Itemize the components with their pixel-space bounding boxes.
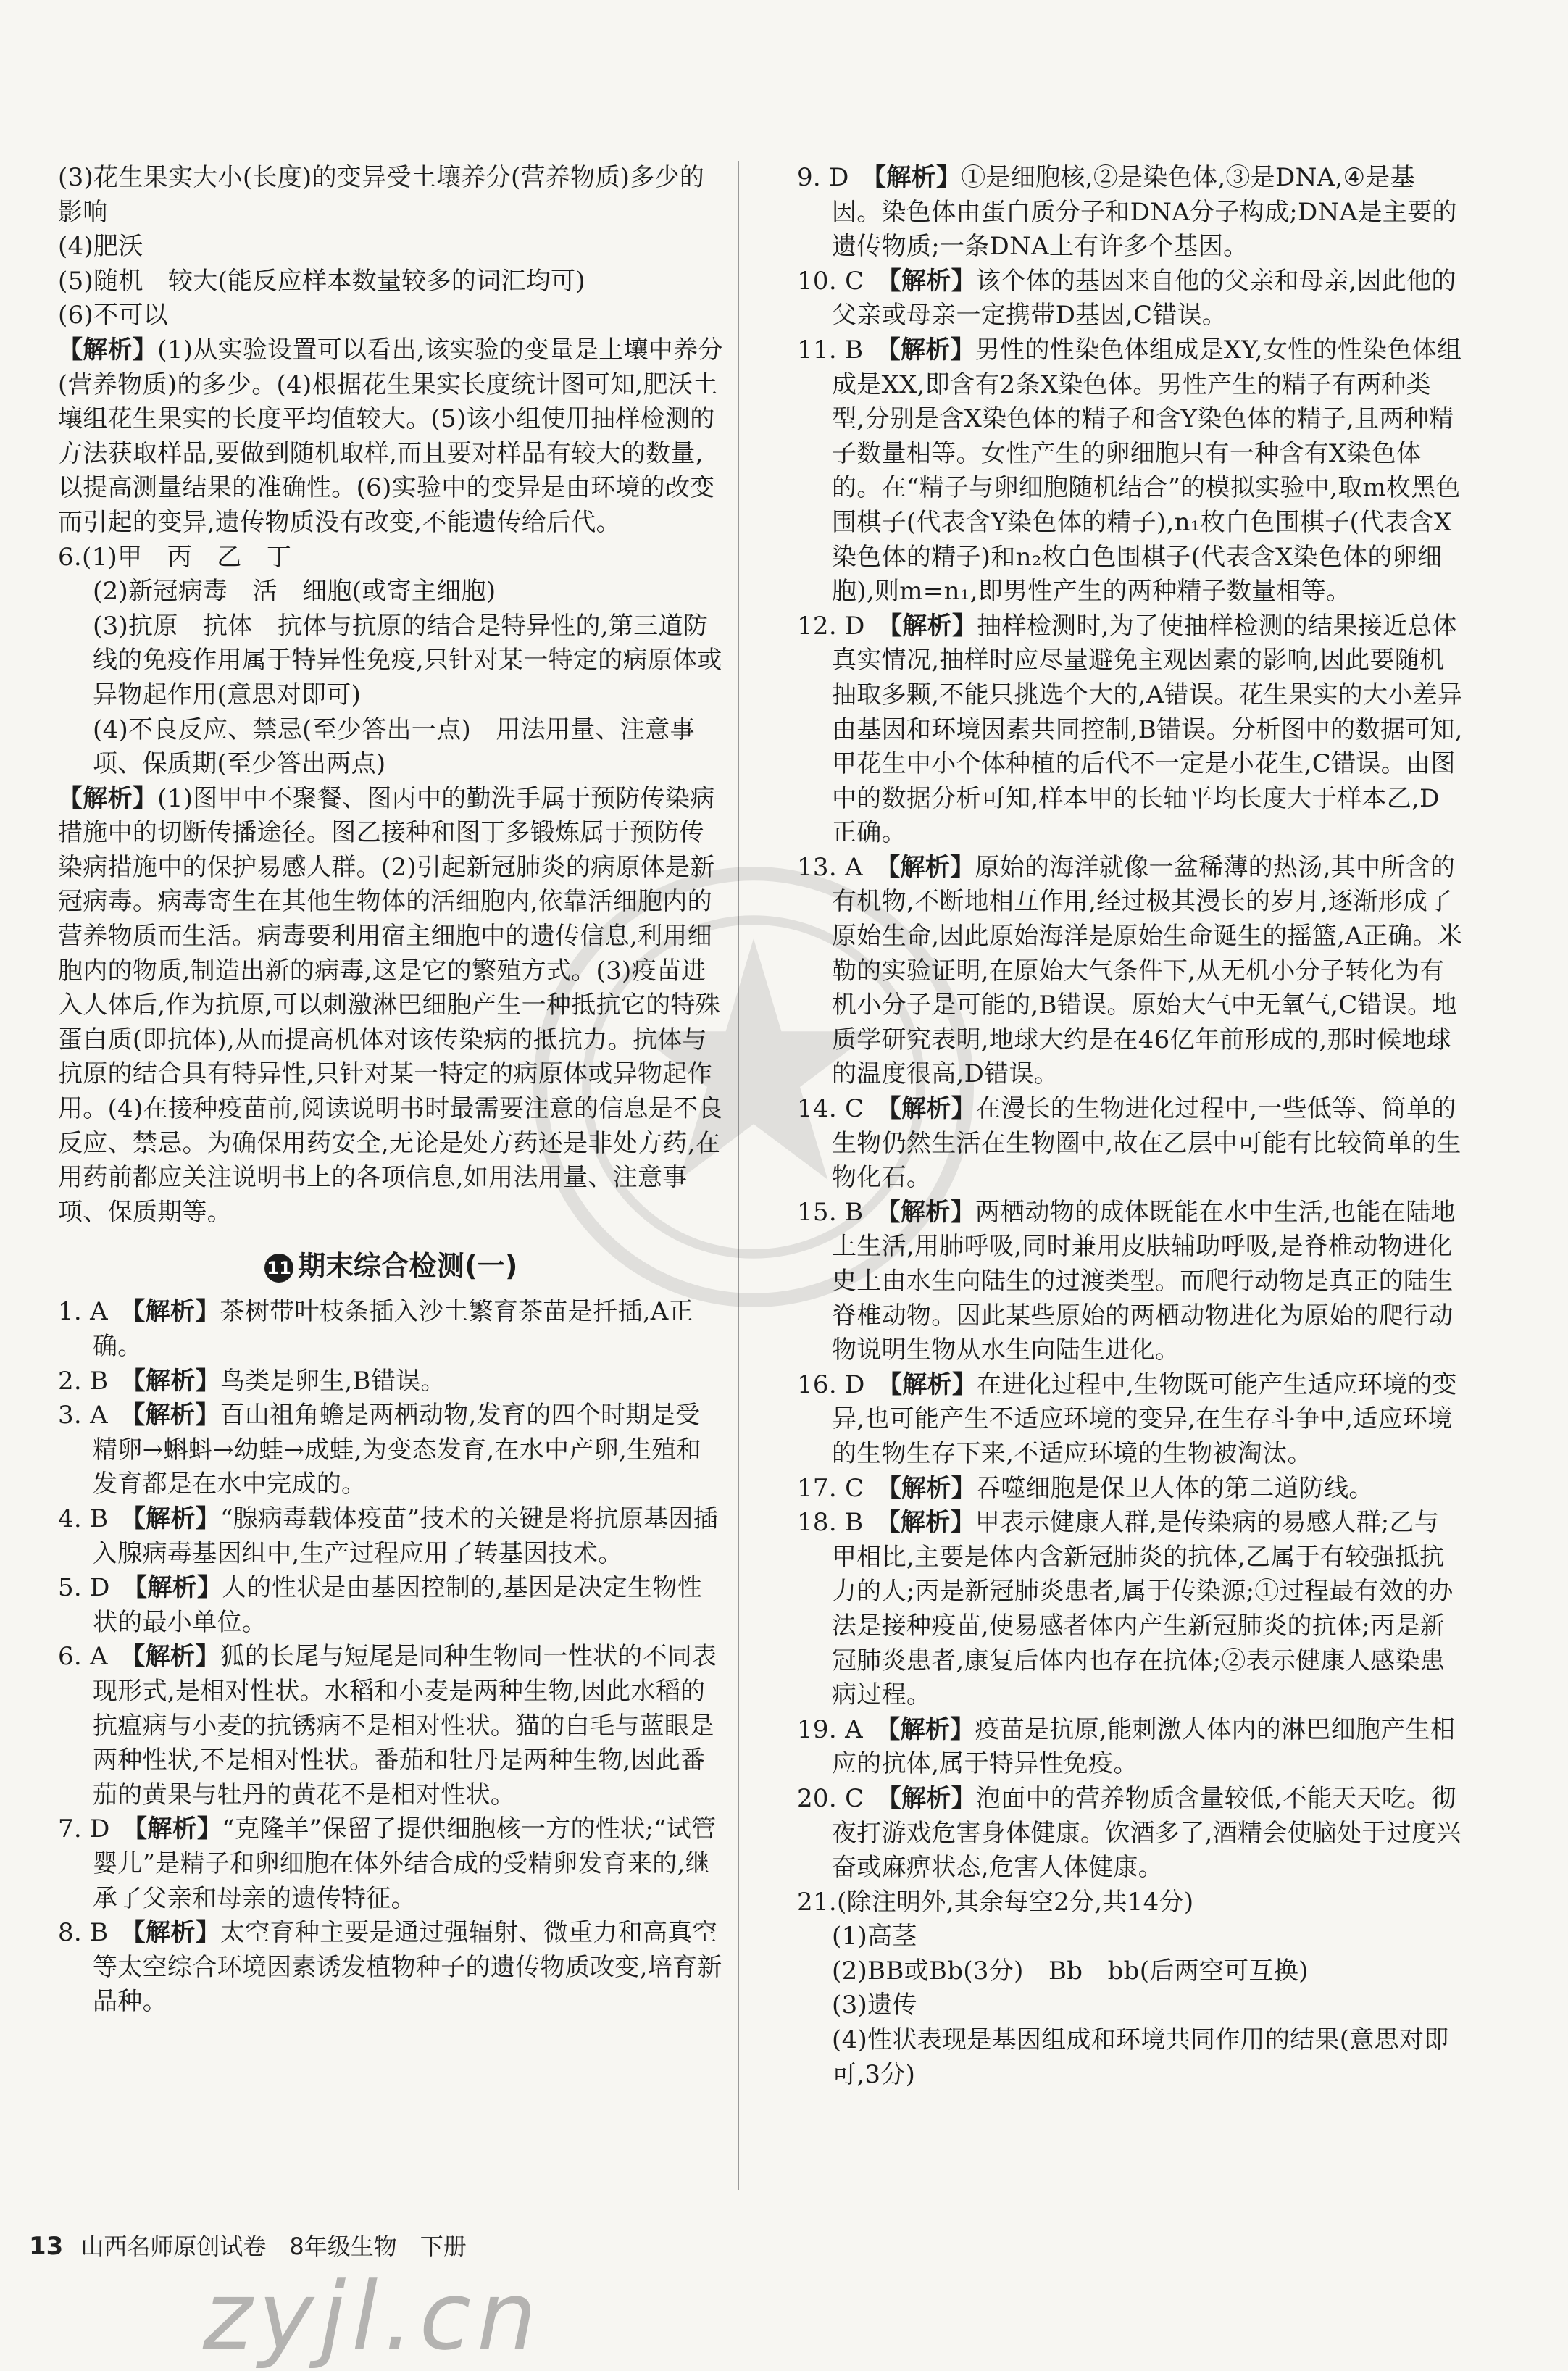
answer-number: 4. B (58, 1504, 133, 1533)
q21-line-2: (2)BB或Bb(3分) Bb bb(后两空可互换) (832, 1956, 1309, 1985)
analysis-text: 茶树带叶枝条插入沙土繁育茶苗是扦插,A正确。 (93, 1297, 693, 1361)
answer-item (797, 1368, 1464, 1472)
analysis-text: “腺病毒载体疫苗”技术的关键是将抗原基因插入腺病毒基因组中,生产过程应用了转基因技术。 (93, 1504, 718, 1568)
column-divider (738, 161, 739, 2190)
analysis-tag: 【解析】 (133, 1297, 220, 1327)
analysis-tag: 【解析】 (58, 335, 158, 364)
section-title (58, 1246, 725, 1286)
analysis-text: 泡面中的营养物质含量较低,不能天天吃。彻夜打游戏危害身体健康。饮酒多了,酒精会使脑处于过度兴奋或麻痹状态,危害人体健康。 (832, 1783, 1461, 1883)
answer-number: 5. D (58, 1573, 135, 1603)
analysis-tag: 【解析】 (888, 335, 975, 364)
answer-number: 18. B (797, 1508, 888, 1538)
q6-answer-3: (3)抗原 抗体 抗体与抗原的结合是特异性的,第三道防线的免疫作用属于特异性免疫,只针对某一特定的病原体或异物起作用(意思对即可) (93, 611, 722, 709)
q21-line-4: (4)性状表现是基因组成和环境共同作用的结果(意思对即可,3分) (832, 2025, 1449, 2089)
answer-number: 14. C (797, 1094, 889, 1124)
analysis-tag: 【解析】 (888, 1714, 975, 1744)
answer-item (797, 1472, 1464, 1507)
analysis-text: 百山祖角蟾是两栖动物,发育的四个时期是受精卵→蝌蚪→幼蛙→成蛙,为变态发育,在水中产卵,生殖和发育都是在水中完成的。 (93, 1401, 701, 1499)
analysis-tag: 【解析】 (133, 1918, 220, 1948)
analysis-tag: 【解析】 (135, 1814, 222, 1844)
answer-number: 17. C (797, 1473, 889, 1503)
answer-item (797, 1713, 1464, 1782)
answer-number: 11. B (797, 335, 888, 364)
analysis-tag: 【解析】 (888, 852, 975, 882)
answer-number: 3. A (58, 1401, 133, 1430)
answer-item (797, 1196, 1464, 1368)
answer-number: 8. B (58, 1918, 133, 1948)
answer-number: 19. A (797, 1714, 888, 1744)
answer-item (797, 161, 1464, 264)
analysis-text: 抽样检测时,为了使抽样检测的结果接近总体真实情况,抽样时应尽量避免主观因素的影响,因此要随机抽取多颗,不能只挑选个大的,A错误。花生果实的大小差异由基因和环境因素共同控制,B错误。分析图中的数据可知,甲花生中小个体种植的后代不一定是小花生,C错误。由图中的数据分析可知,样本甲的长轴平均长度大于样本乙,D正确。 (832, 611, 1463, 848)
analysis-tag: 【解析】 (133, 1366, 220, 1396)
answer-item (797, 851, 1464, 1092)
q21-line-3: (3)遗传 (832, 1991, 917, 2020)
q21-head: 21.(除注明外,其余每空2分,共14分) (797, 1887, 1194, 1917)
answer-item (58, 1295, 725, 1364)
answer-number: 9. D (797, 163, 875, 192)
answer-number: 6. A (58, 1642, 133, 1672)
answer-number: 13. A (797, 852, 888, 882)
analysis-tag: 【解析】 (888, 266, 976, 296)
answer-number: 15. B (797, 1197, 888, 1227)
analysis-tag: 【解析】 (888, 1473, 976, 1503)
answer-item (58, 1571, 725, 1640)
answer-item (58, 1640, 725, 1812)
answer-item (58, 1812, 725, 1916)
analysis-text: 男性的性染色体组成是XY,女性的性染色体组成是XX,即含有2条X染色体。男性产生的精子有两种类型,分别是含X染色体的精子和含Y染色体的精子,且两种精子数量相等。女性产生的卵细胞只有一种含有X染色体的。在“精子与卵细胞随机结合”的模拟实验中,取m枚黑色围棋子(代表含Y染色体的精子),n₁枚白色围棋子(代表含X染色体的精子)和n₂枚白色围棋子(代表含X染色体的卵细胞),则m=n₁,即男性产生的两种精子数量相等。 (832, 335, 1462, 607)
section-number: 11 (264, 1254, 293, 1283)
answer-item (58, 1502, 725, 1571)
analysis-text: 在进化过程中,生物既可能产生适应环境的变异,也可能产生不适应环境的变异,在生存斗争中,适应环境的生物生存下来,不适应环境的生物被淘汰。 (832, 1370, 1457, 1468)
answer-number: 12. D (797, 611, 890, 641)
analysis-text: 该个体的基因来自他的父亲和母亲,因此他的父亲或母亲一定携带D基因,C错误。 (832, 266, 1456, 330)
q6-analysis (58, 782, 725, 1230)
q6-answer-4: (4)不良反应、禁忌(至少答出一点) 用法用量、注意事项、保质期(至少答出两点) (93, 714, 695, 779)
analysis-text: 在漫长的生物进化过程中,一些低等、简单的生物仍然生活在生物圈中,故在乙层中可能有比较简单的生物化石。 (832, 1094, 1461, 1193)
analysis-tag: 【解析】 (133, 1401, 220, 1430)
analysis-tag: 【解析】 (133, 1642, 220, 1672)
answer-item (58, 1364, 725, 1399)
analysis-block (58, 333, 725, 541)
answer-item (797, 1782, 1464, 1885)
answer-number: 7. D (58, 1814, 135, 1844)
analysis-tag: 【解析】 (874, 163, 962, 192)
footer-text: 山西名师原创试卷 8年级生物 下册 (80, 2233, 467, 2260)
page-number: 13 (29, 2232, 64, 2261)
answer-number: 10. C (797, 266, 889, 296)
answer-5: (5)随机 较大(能反应样本数量较多的词汇均可) (58, 266, 585, 296)
page-footer (29, 2228, 467, 2262)
answer-item (58, 1399, 725, 1502)
analysis-text: 原始的海洋就像一盆稀薄的热汤,其中所含的有机物,不断地相互作用,经过极其漫长的岁月,逐渐形成了原始生命,因此原始海洋是原始生命诞生的摇篮,A正确。米勒的实验证明,在原始大气条件下,从无机小分子转化为有机小分子是可能的,B错误。原始大气中无氧气,C错误。地质学研究表明,地球大约是在46亿年前形成的,那时候地球的温度很高,D错误。 (832, 852, 1463, 1089)
q21-line-1: (1)高茎 (832, 1922, 917, 1951)
answer-number: 1. A (58, 1297, 133, 1327)
analysis-tag: 【解析】 (888, 1783, 976, 1813)
analysis-text: “克隆羊”保留了提供细胞核一方的性状;“试管婴儿”是精子和卵细胞在体外结合成的受精卵发育来的,继承了父亲和母亲的遗传特征。 (93, 1814, 717, 1913)
answer-item (797, 264, 1464, 333)
answer-item (797, 1092, 1464, 1196)
site-watermark: zyjl.cn (203, 2261, 543, 2371)
analysis-text: 疫苗是抗原,能刺激人体内的淋巴细胞产生相应的抗体,属于特异性免疫。 (832, 1714, 1456, 1779)
answer-4: (4)肥沃 (58, 232, 143, 262)
analysis-text: 人的性状是由基因控制的,基因是决定生物性状的最小单位。 (93, 1573, 703, 1637)
right-answer-list (797, 161, 1464, 1885)
answer-6: (6)不可以 (58, 301, 168, 330)
answer-number: 16. D (797, 1370, 890, 1399)
right-column (797, 161, 1464, 2092)
analysis-text: 狐的长尾与短尾是同种生物同一性状的不同表现形式,是相对性状。水稻和小麦是两种生物,因此水稻的抗瘟病与小麦的抗锈病不是相对性状。猫的白毛与蓝眼是两种性状,不是相对性状。番茄和牡丹是两种生物,因此番茄的黄果与牡丹的黄花不是相对性状。 (93, 1642, 717, 1809)
analysis-text: 两栖动物的成体既能在水中生活,也能在陆地上生活,用肺呼吸,同时兼用皮肤辅助呼吸,是脊椎动物进化史上由水生向陆生的过渡类型。而爬行动物是真正的陆生脊椎动物。因此某些原始的两栖动物进化为原始的爬行动物说明生物从水生向陆生进化。 (832, 1197, 1456, 1365)
analysis-tag: 【解析】 (58, 783, 158, 813)
analysis-tag: 【解析】 (888, 1508, 975, 1538)
analysis-text: (1)图甲中不聚餐、图丙中的勤洗手属于预防传染病措施中的切断传播途径。图乙接种和图丁多锻炼属于预防传染病措施中的保护易感人群。(2)引起新冠肺炎的病原体是新冠病毒。病毒寄生在其他生物体的活细胞内,依靠活细胞内的营养物质而生活。病毒要利用宿主细胞中的遗传信息,利用细胞内的物质,制造出新的病毒,这是它的繁殖方式。(3)疫苗进入人体后,作为抗原,可以刺激淋巴细胞产生一种抵抗它的特殊蛋白质(即抗体),从而提高机体对该传染病的抵抗力。抗体与抗原的结合具有特异性,只针对某一特定的病原体或异物起作用。(4)在接种疫苗前,阅读说明书时最需要注意的信息是不良反应、禁忌。为确保用药安全,无论是处方药还是非处方药,在用药前都应关注说明书上的各项信息,如用法用量、注意事项、保质期等。 (58, 783, 723, 1227)
analysis-text: ①是细胞核,②是染色体,③是DNA,④是基因。染色体由蛋白质分子和DNA分子构成;DNA是主要的遗传物质;一条DNA上有许多个基因。 (832, 163, 1457, 262)
q6-answer-1: 6.(1)甲 丙 乙 丁 (58, 542, 292, 572)
analysis-text: 太空育种主要是通过强辐射、微重力和高真空等太空综合环境因素诱发植物种子的遗传物质改变,培育新品种。 (93, 1918, 722, 2017)
answer-3: (3)花生果实大小(长度)的变异受土壤养分(营养物质)多少的影响 (58, 163, 705, 227)
answer-number: 2. B (58, 1366, 133, 1396)
analysis-tag: 【解析】 (888, 1197, 975, 1227)
analysis-tag: 【解析】 (889, 1370, 977, 1399)
answer-item (58, 1916, 725, 2020)
answer-item (797, 333, 1464, 609)
left-answer-list (58, 1295, 725, 2019)
analysis-tag: 【解析】 (135, 1573, 222, 1603)
q6-answer-2: (2)新冠病毒 活 细胞(或寄主细胞) (93, 577, 496, 607)
left-column (58, 161, 725, 2020)
answer-number: 20. C (797, 1783, 889, 1813)
analysis-text: 鸟类是卵生,B错误。 (220, 1366, 446, 1396)
analysis-tag: 【解析】 (889, 611, 977, 641)
answer-item (797, 1506, 1464, 1713)
answer-item (797, 609, 1464, 851)
section-title-text: 期末综合检测(一) (298, 1250, 518, 1283)
analysis-text: (1)从实验设置可以看出,该实验的变量是土壤中养分(营养物质)的多少。(4)根据花生果实长度统计图可知,肥沃土壤组花生果实的长度平均值较大。(5)该小组使用抽样检测的方法获取样品,要做到随机取样,而且要对样品有较大的数量,以提高测量结果的准确性。(6)实验中的变异是由环境的改变而引起的变异,遗传物质没有改变,不能遗传给后代。 (58, 335, 723, 537)
analysis-tag: 【解析】 (888, 1094, 976, 1124)
analysis-text: 吞噬细胞是保卫人体的第二道防线。 (975, 1473, 1374, 1503)
analysis-tag: 【解析】 (133, 1504, 220, 1533)
analysis-text: 甲表示健康人群,是传染病的易感人群;乙与甲相比,主要是体内含新冠肺炎的抗体,乙属于有较强抵抗力的人;丙是新冠肺炎患者,属于传染源;①过程最有效的办法是接种疫苗,使易感者体内产生新冠肺炎的抗体;丙是新冠肺炎患者,康复后体内也存在抗体;②表示健康人感染患病过程。 (832, 1508, 1454, 1710)
